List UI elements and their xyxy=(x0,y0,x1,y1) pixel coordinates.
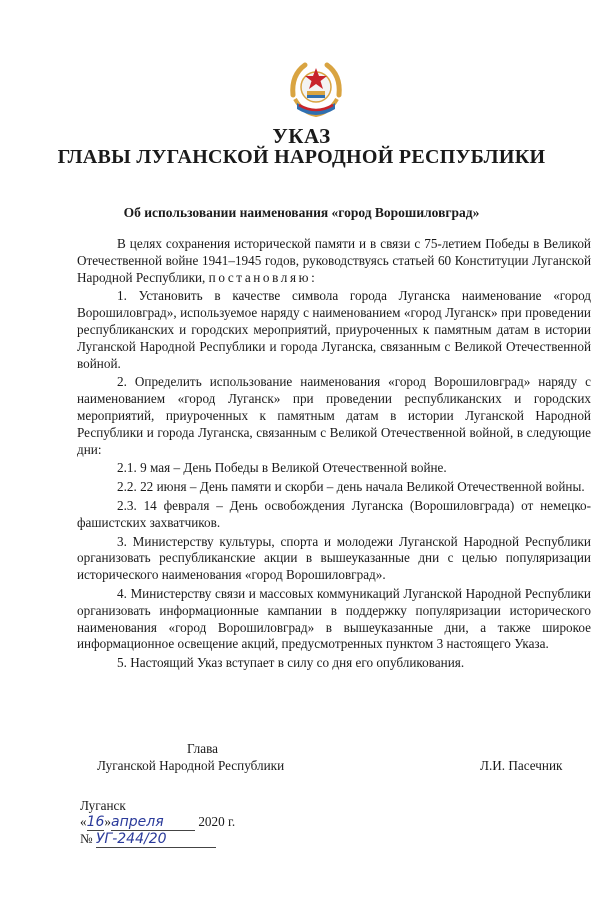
date-day: 16 xyxy=(86,814,105,830)
clause-2-1: 2.1. 9 мая – День Победы в Великой Отечественной войне. xyxy=(117,460,447,476)
place-of-signing: Луганск xyxy=(80,798,126,813)
number-value: УГ-244/20 xyxy=(96,831,216,848)
signatory-position-line1: Глава xyxy=(187,741,218,756)
clause-4: 4. Министерству связи и массовых коммуникаций Луганской Народной Республики организовать информационные кампании в поддержку популяризации исторического наименования «город Ворошиловград» в вышеуказанные дни, а также широкое информационное освещение акций, предусмотренных пунктом 3 настоящего Указа. xyxy=(77,585,591,652)
decree-issuer: ГЛАВЫ ЛУГАНСКОЙ НАРОДНОЙ РЕСПУБЛИКИ xyxy=(57,146,546,168)
decree-keyword: постановляю: xyxy=(208,269,318,285)
date-month: апреля xyxy=(111,814,195,831)
clause-2-2: 2.2. 22 июня – День памяти и скорби – день начала Великой Отечественной войны. xyxy=(117,479,585,495)
decree-subject: Об использовании наименования «город Ворошиловград» xyxy=(123,205,480,220)
decree-date xyxy=(80,814,235,831)
clause-5: 5. Настоящий Указ вступает в силу со дня его опубликования. xyxy=(117,655,465,671)
date-open-quote: « xyxy=(80,814,87,829)
clause-1: 1. Установить в качестве символа города Луганска наименование «город Ворошиловград», используемое наряду с наименованием «город Луганск» при проведении республиканских и городских мероприятий, приуроченных к памятным датам в истории Луганской Народной Республики и города Луганска, связанным с Великой Отечественной войной. xyxy=(77,288,591,371)
lnr-emblem-icon xyxy=(283,55,349,121)
signatory-name: Л.И. Пасечник xyxy=(480,758,563,773)
clause-3: 3. Министерству культуры, спорта и молодежи Луганской Народной Республики организовать республиканские акции в вышеуказанные дни с целью популяризации исторического наименования «город Ворошиловград». xyxy=(77,533,591,583)
signatory-position-line2: Луганской Народной Республики xyxy=(97,758,285,773)
decree-title: УКАЗ xyxy=(272,124,331,148)
clause-2: 2. Определить использование наименования «город Ворошиловград» наряду с наименованием «город Луганск» при проведении республиканских и городских мероприятий, приуроченных к памятным датам в истории Луганской Народной Республики и города Луганска, связанным с Великой Отечественной войной, в следующие дни: xyxy=(77,374,591,457)
intro-paragraph: В целях сохранения исторической памяти и в связи с 75-летием Победы в Великой Отечественной войне 1941–1945 годов, руководствуясь статьей 60 Конституции Луганской Народной Республики, постановляю: xyxy=(77,236,591,285)
decree-body xyxy=(77,236,591,672)
clause-2-3: 2.3. 14 февраля – День освобождения Луганска (Ворошиловграда) от немецко-фашистских захватчиков. xyxy=(77,497,591,530)
date-close-quote: » xyxy=(104,814,112,829)
date-year: 2020 г. xyxy=(198,814,236,829)
number-prefix: № xyxy=(80,831,93,846)
decree-number xyxy=(80,831,216,848)
